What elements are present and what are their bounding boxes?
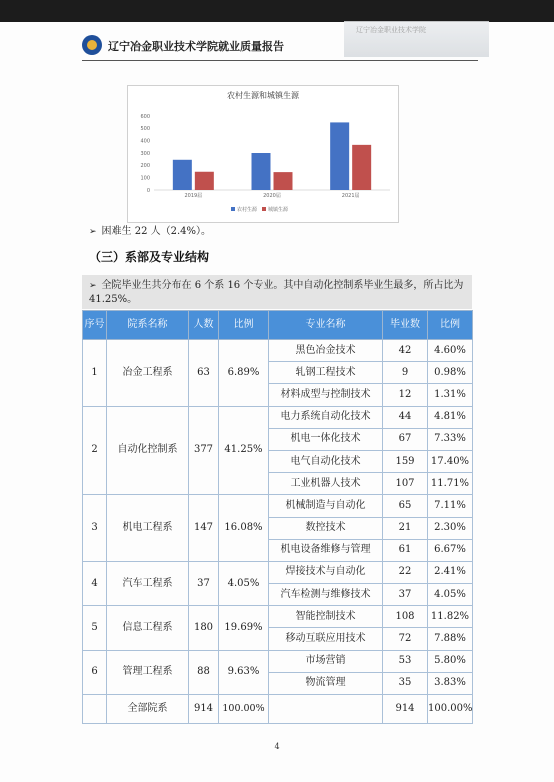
major-ratio-cell: 5.80% bbox=[428, 650, 473, 672]
major-name-cell: 轧钢工程技术 bbox=[269, 362, 383, 384]
major-name-cell: 材料成型与控制技术 bbox=[269, 384, 383, 406]
major-grads-cell: 22 bbox=[383, 561, 428, 583]
major-grads-cell: 61 bbox=[383, 539, 428, 561]
major-name-cell: 市场营销 bbox=[269, 650, 383, 672]
major-grads-cell: 65 bbox=[383, 495, 428, 517]
major-ratio-cell: 11.82% bbox=[428, 606, 473, 628]
dept-ratio-cell: 9.63% bbox=[219, 650, 269, 694]
chart-title: 农村生源和城镇生源 bbox=[227, 91, 299, 100]
major-grads-cell: 21 bbox=[383, 517, 428, 539]
major-name-cell: 机电一体化技术 bbox=[269, 428, 383, 450]
major-grads-cell: 53 bbox=[383, 650, 428, 672]
dept-count-cell: 88 bbox=[189, 650, 219, 694]
major-ratio-cell: 2.41% bbox=[428, 561, 473, 583]
major-grads-cell: 107 bbox=[383, 473, 428, 495]
major-name-cell: 焊接技术与自动化 bbox=[269, 561, 383, 583]
major-structure-table bbox=[82, 310, 473, 724]
major-name-cell: 电力系统自动化技术 bbox=[269, 406, 383, 428]
header-cell: 比例 bbox=[428, 311, 473, 340]
source-chart bbox=[127, 85, 399, 223]
bar-rural bbox=[173, 160, 192, 190]
total-blank-cell bbox=[83, 695, 107, 724]
major-grads-cell: 35 bbox=[383, 672, 428, 694]
header-divider bbox=[82, 60, 478, 61]
y-tick-label: 100 bbox=[140, 175, 150, 182]
y-tick-label: 0 bbox=[146, 187, 150, 194]
section-heading: （三）系部及专业结构 bbox=[89, 250, 210, 264]
major-grads-cell: 67 bbox=[383, 428, 428, 450]
total-count-cell: 914 bbox=[189, 695, 219, 724]
major-ratio-cell: 7.11% bbox=[428, 495, 473, 517]
summary-paragraph bbox=[89, 279, 474, 307]
dept-name-cell: 汽车工程系 bbox=[107, 561, 189, 605]
major-name-cell: 机械制造与自动化 bbox=[269, 495, 383, 517]
major-grads-cell: 72 bbox=[383, 628, 428, 650]
difficult-students-text: 困难生 22 人（2.4%）。 bbox=[101, 226, 212, 237]
major-name-cell: 汽车检测与维修技术 bbox=[269, 584, 383, 606]
table-row bbox=[83, 495, 473, 517]
table-row bbox=[83, 650, 473, 672]
major-ratio-cell: 4.81% bbox=[428, 406, 473, 428]
header-building-image bbox=[344, 21, 489, 57]
major-ratio-cell: 1.31% bbox=[428, 384, 473, 406]
dept-name-cell: 机电工程系 bbox=[107, 495, 189, 562]
x-tick-label: 2019届 bbox=[184, 193, 203, 199]
major-grads-cell: 108 bbox=[383, 606, 428, 628]
total-grad-ratio-cell: 100.00% bbox=[428, 695, 473, 724]
header-cell: 比例 bbox=[219, 311, 269, 340]
table-row bbox=[83, 340, 473, 362]
major-name-cell: 机电设备维修与管理 bbox=[269, 539, 383, 561]
major-name-cell: 物流管理 bbox=[269, 672, 383, 694]
table-row bbox=[83, 606, 473, 628]
major-name-cell: 工业机器人技术 bbox=[269, 473, 383, 495]
major-name-cell: 智能控制技术 bbox=[269, 606, 383, 628]
dept-ratio-cell: 6.89% bbox=[219, 340, 269, 407]
dept-count-cell: 147 bbox=[189, 495, 219, 562]
major-grads-cell: 37 bbox=[383, 584, 428, 606]
dept-number-cell: 6 bbox=[83, 650, 107, 694]
page-number: 4 bbox=[274, 742, 280, 751]
table-row bbox=[83, 561, 473, 583]
header-cell: 序号 bbox=[83, 311, 107, 340]
page-header bbox=[82, 26, 482, 57]
dept-count-cell: 180 bbox=[189, 606, 219, 650]
major-grads-cell: 9 bbox=[383, 362, 428, 384]
y-tick-label: 400 bbox=[140, 138, 150, 145]
difficult-students-line bbox=[89, 222, 211, 237]
header-cell: 毕业数 bbox=[383, 311, 428, 340]
bar-urban bbox=[352, 145, 371, 190]
x-tick-label: 2020届 bbox=[263, 193, 281, 199]
dept-count-cell: 63 bbox=[189, 340, 219, 407]
header-title: 辽宁冶金职业技术学院就业质量报告 bbox=[108, 40, 284, 53]
major-ratio-cell: 11.71% bbox=[428, 473, 473, 495]
college-logo bbox=[82, 35, 102, 55]
total-name-cell: 全部院系 bbox=[107, 695, 189, 724]
y-tick-label: 200 bbox=[140, 163, 150, 170]
major-grads-cell: 44 bbox=[383, 406, 428, 428]
x-tick-label: 2021届 bbox=[341, 193, 360, 199]
dept-ratio-cell: 16.08% bbox=[219, 495, 269, 562]
dept-number-cell: 4 bbox=[83, 561, 107, 605]
table-body bbox=[83, 340, 473, 724]
major-grads-cell: 42 bbox=[383, 340, 428, 362]
bullet-arrow-icon: ➢ bbox=[89, 281, 97, 291]
major-ratio-cell: 6.67% bbox=[428, 539, 473, 561]
major-grads-cell: 12 bbox=[383, 384, 428, 406]
major-ratio-cell: 4.05% bbox=[428, 584, 473, 606]
dept-number-cell: 1 bbox=[83, 340, 107, 407]
top-bar bbox=[0, 0, 554, 22]
dept-ratio-cell: 4.05% bbox=[219, 561, 269, 605]
dept-name-cell: 冶金工程系 bbox=[107, 340, 189, 407]
legend-swatch bbox=[262, 207, 266, 211]
y-tick-label: 600 bbox=[140, 113, 150, 120]
major-ratio-cell: 4.60% bbox=[428, 340, 473, 362]
major-ratio-cell: 17.40% bbox=[428, 450, 473, 472]
table-header-row bbox=[83, 311, 473, 340]
dept-count-cell: 37 bbox=[189, 561, 219, 605]
dept-name-cell: 信息工程系 bbox=[107, 606, 189, 650]
major-ratio-cell: 3.83% bbox=[428, 672, 473, 694]
bar-urban bbox=[274, 172, 293, 190]
header-cell: 专业名称 bbox=[269, 311, 383, 340]
dept-number-cell: 2 bbox=[83, 406, 107, 495]
major-grads-cell: 159 bbox=[383, 450, 428, 472]
total-major-blank-cell bbox=[269, 695, 383, 724]
major-ratio-cell: 2.30% bbox=[428, 517, 473, 539]
total-ratio-cell: 100.00% bbox=[219, 695, 269, 724]
dept-name-cell: 管理工程系 bbox=[107, 650, 189, 694]
dept-number-cell: 5 bbox=[83, 606, 107, 650]
header-cell: 人数 bbox=[189, 311, 219, 340]
major-name-cell: 黑色冶金技术 bbox=[269, 340, 383, 362]
y-tick-label: 500 bbox=[140, 126, 150, 133]
summary-text: 全院毕业生共分布在 6 个系 16 个专业。其中自动化控制系毕业生最多，所占比为 41.25%。 bbox=[89, 280, 464, 305]
y-tick-label: 300 bbox=[140, 150, 150, 157]
table-row bbox=[83, 406, 473, 428]
dept-number-cell: 3 bbox=[83, 495, 107, 562]
major-name-cell: 移动互联应用技术 bbox=[269, 628, 383, 650]
table-total-row bbox=[83, 695, 473, 724]
dept-count-cell: 377 bbox=[189, 406, 219, 495]
bar-urban bbox=[195, 172, 214, 190]
legend-swatch bbox=[231, 207, 235, 211]
chart-canvas bbox=[128, 86, 398, 222]
major-ratio-cell: 7.33% bbox=[428, 428, 473, 450]
total-grads-cell: 914 bbox=[383, 695, 428, 724]
dept-ratio-cell: 41.25% bbox=[219, 406, 269, 495]
major-name-cell: 数控技术 bbox=[269, 517, 383, 539]
legend-label: 城镇生源 bbox=[268, 207, 289, 213]
bar-rural bbox=[252, 153, 271, 190]
bullet-arrow-icon: ➢ bbox=[89, 227, 97, 237]
legend-label: 农村生源 bbox=[237, 207, 258, 213]
major-ratio-cell: 7.88% bbox=[428, 628, 473, 650]
bar-rural bbox=[330, 122, 349, 190]
dept-ratio-cell: 19.69% bbox=[219, 606, 269, 650]
major-ratio-cell: 0.98% bbox=[428, 362, 473, 384]
header-banner-text: 辽宁冶金职业技术学院 bbox=[356, 26, 426, 34]
header-cell: 院系名称 bbox=[107, 311, 189, 340]
dept-name-cell: 自动化控制系 bbox=[107, 406, 189, 495]
major-name-cell: 电气自动化技术 bbox=[269, 450, 383, 472]
